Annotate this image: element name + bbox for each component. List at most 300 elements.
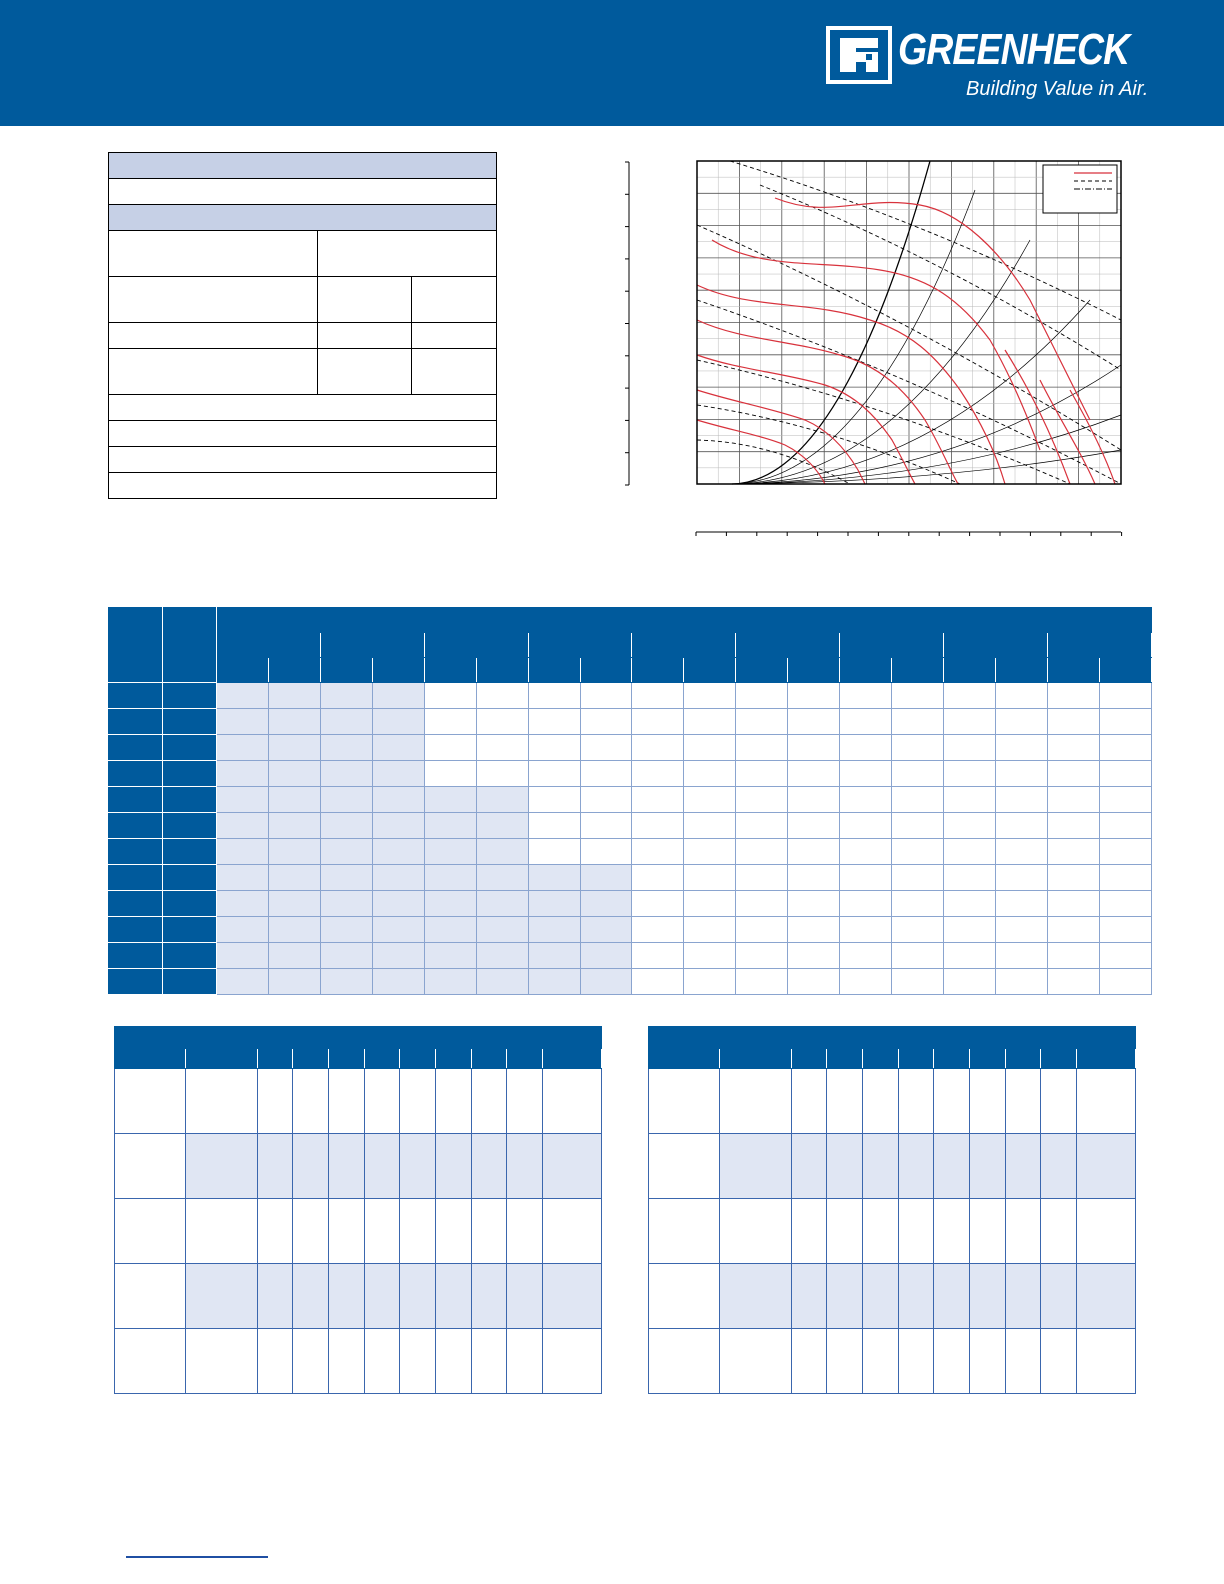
grid-cell [372,865,424,891]
grid-cell [632,709,684,735]
grid-cell [840,891,892,917]
grid-cell [1047,709,1099,735]
lower-table-cell [720,1069,792,1134]
grid-cell [217,917,269,943]
grid-cell [1099,943,1151,969]
grid-cell [1099,969,1151,995]
grid-cell [424,917,476,943]
grid-column-header [632,658,684,683]
fan-curve [1070,390,1115,484]
grid-cell [320,761,372,787]
grid-cell [788,891,840,917]
spec-cell [318,231,497,277]
grid-cell [476,683,528,709]
lower-table-cell [827,1199,863,1264]
row-header-cell [163,969,217,995]
grid-cell [840,813,892,839]
system-curve [732,415,1121,484]
lower-table-cell [720,1264,792,1329]
grid-cell [476,891,528,917]
grid-cell [580,761,632,787]
grid-cell [372,891,424,917]
lower-table-cell [1041,1134,1077,1199]
grid-cell [995,735,1047,761]
lower-table-cell [365,1264,400,1329]
grid-cell [1099,761,1151,787]
grid-cell [943,683,995,709]
row-header-cell [109,761,163,787]
lower-table-row-label [115,1199,186,1264]
grid-cell [995,943,1047,969]
lower-table-cell [400,1329,436,1394]
lower-table-cell [436,1199,472,1264]
spec-cell [412,349,497,395]
grid-cell [528,761,580,787]
grid-cell [268,865,320,891]
lower-table-cell [934,1199,970,1264]
lower-table-column-header [186,1049,258,1069]
grid-cell [580,839,632,865]
table-row [649,1199,1136,1264]
lower-table-column-header [293,1049,329,1069]
lower-table-cell [899,1264,934,1329]
table-row [649,1264,1136,1329]
lower-table-caption [115,1027,602,1049]
grid-cell [424,839,476,865]
grid-cell [320,891,372,917]
grid-cell [424,943,476,969]
logo-tagline: Building Value in Air. [966,78,1149,100]
lower-table-column-header [1077,1049,1136,1069]
lower-table-cell [507,1264,543,1329]
grid-cell [892,813,944,839]
grid-cell [788,683,840,709]
grid-cell [1099,917,1151,943]
grid-corner-header [109,608,163,683]
grid-cell [217,787,269,813]
grid-cell [372,709,424,735]
performance-grid-table [108,607,1152,995]
grid-cell [840,943,892,969]
grid-cell [892,865,944,891]
grid-cell [424,683,476,709]
grid-cell [320,839,372,865]
lower-table-cell [827,1329,863,1394]
lower-table-cell [293,1069,329,1134]
greenheck-logo-icon [826,26,892,84]
lower-table-column-header [507,1049,543,1069]
grid-cell [580,917,632,943]
grid-cell [217,761,269,787]
row-header-cell [109,787,163,813]
grid-cell [995,891,1047,917]
grid-cell [632,865,684,891]
grid-column-header [788,658,840,683]
lower-table-cell [400,1264,436,1329]
lower-table-cell [1006,1264,1041,1329]
grid-cell [1099,683,1151,709]
grid-cell [476,865,528,891]
grid-cell [632,943,684,969]
grid-cell [892,761,944,787]
lower-table-cell [186,1134,258,1199]
lower-table-cell [507,1329,543,1394]
grid-cell [320,813,372,839]
lower-table-cell [1006,1069,1041,1134]
grid-cell [632,969,684,995]
grid-subgroup-header [736,633,840,658]
grid-cell [372,813,424,839]
grid-cell [268,969,320,995]
row-header-cell [163,813,217,839]
table-row [109,839,1152,865]
grid-cell [1099,839,1151,865]
table-row [109,735,1152,761]
lower-table-cell [543,1134,602,1199]
lower-table-column-header [863,1049,899,1069]
lower-right-table [648,1026,1136,1394]
grid-cell [372,683,424,709]
row-header-cell [109,813,163,839]
grid-subgroup-header [528,633,632,658]
grid-cell [684,813,736,839]
lower-table-cell [863,1134,899,1199]
lower-table-cell [293,1264,329,1329]
grid-cell [476,813,528,839]
lower-table-cell [507,1199,543,1264]
grid-cell [424,761,476,787]
grid-cell [632,683,684,709]
grid-cell [632,787,684,813]
grid-cell [1047,683,1099,709]
grid-cell [892,969,944,995]
lower-table-column-header [827,1049,863,1069]
grid-cell [528,683,580,709]
grid-cell [632,813,684,839]
lower-table-cell [970,1199,1006,1264]
grid-subgroup-header [943,633,1047,658]
grid-cell [580,865,632,891]
grid-cell [788,839,840,865]
grid-cell [684,787,736,813]
grid-cell [580,969,632,995]
grid-cell [684,839,736,865]
grid-cell [268,943,320,969]
grid-cell [736,943,788,969]
grid-cell [943,735,995,761]
grid-cell [1099,813,1151,839]
grid-cell [684,865,736,891]
lower-left-table [114,1026,602,1394]
grid-cell [372,969,424,995]
lower-table-column-header [934,1049,970,1069]
grid-cell [788,813,840,839]
lower-table-cell [436,1264,472,1329]
lower-table-column-header [970,1049,1006,1069]
lower-table-column-header [400,1049,436,1069]
grid-cell [320,943,372,969]
lower-table-cell [400,1069,436,1134]
grid-column-header [995,658,1047,683]
lower-table-cell [543,1329,602,1394]
lower-table-row-label [115,1069,186,1134]
grid-cell [320,969,372,995]
spec-cell [412,277,497,323]
lower-table-cell [827,1264,863,1329]
grid-cell [268,839,320,865]
grid-cell [580,787,632,813]
spec-header-band [109,153,497,179]
lower-table-cell [507,1069,543,1134]
row-header-cell [109,891,163,917]
spec-row [109,447,497,473]
grid-cell [217,735,269,761]
grid-cell [580,735,632,761]
lower-table-cell [543,1264,602,1329]
footer-link-underline[interactable] [126,1556,268,1558]
grid-cell [528,735,580,761]
lower-table-column-header [365,1049,400,1069]
grid-cell [528,813,580,839]
row-header-cell [109,709,163,735]
lower-table-cell [258,1134,293,1199]
grid-cell [1047,943,1099,969]
grid-cell [268,787,320,813]
lower-table-cell [400,1199,436,1264]
table-row [109,943,1152,969]
grid-cell [1047,969,1099,995]
spec-row [109,473,497,499]
grid-cell [528,839,580,865]
row-header-cell [163,787,217,813]
lower-table-row-label [115,1329,186,1394]
grid-cell [632,761,684,787]
table-row [115,1264,602,1329]
lower-table-cell [365,1069,400,1134]
lower-table-cell [899,1134,934,1199]
lower-table-cell [899,1199,934,1264]
grid-cell [476,943,528,969]
grid-column-header [943,658,995,683]
lower-table-cell [293,1134,329,1199]
grid-cell [217,683,269,709]
lower-table-cell [934,1329,970,1394]
lower-table-cell [472,1069,507,1134]
grid-subgroup-header [1047,633,1151,658]
lower-table-cell [863,1069,899,1134]
grid-cell [840,787,892,813]
grid-cell [995,813,1047,839]
grid-cell [1047,787,1099,813]
grid-cell [736,891,788,917]
grid-cell [892,839,944,865]
lower-table-column-header [792,1049,827,1069]
grid-column-header [372,658,424,683]
grid-cell [1099,891,1151,917]
lower-table-cell [365,1134,400,1199]
lower-table-cell [1006,1329,1041,1394]
lower-table-cell [827,1069,863,1134]
lower-table-column-header [329,1049,365,1069]
lower-table-row-label [649,1264,720,1329]
spec-row [109,179,497,205]
grid-cell [995,917,1047,943]
grid-cell [1047,735,1099,761]
grid-cell [995,865,1047,891]
lower-table-cell [436,1134,472,1199]
row-header-cell [109,969,163,995]
lower-table-cell [472,1264,507,1329]
grid-column-header [476,658,528,683]
grid-cell [528,943,580,969]
grid-cell [840,761,892,787]
grid-cell [684,709,736,735]
grid-cell [424,735,476,761]
grid-cell [736,839,788,865]
grid-cell [788,735,840,761]
table-row [115,1199,602,1264]
grid-cell [268,735,320,761]
grid-cell [580,891,632,917]
grid-cell [684,969,736,995]
row-header-cell [163,709,217,735]
grid-cell [580,813,632,839]
lower-table-cell [1041,1329,1077,1394]
fan-curve [697,285,1005,484]
grid-cell [424,709,476,735]
grid-cell [943,787,995,813]
grid-cell [424,891,476,917]
grid-column-header [736,658,788,683]
system-curve [732,240,1030,484]
grid-cell [892,787,944,813]
grid-cell [372,839,424,865]
table-row [109,813,1152,839]
row-header-cell [163,943,217,969]
lower-table-cell [792,1329,827,1394]
lower-table-cell [1006,1134,1041,1199]
grid-cell [684,917,736,943]
grid-cell [528,865,580,891]
grid-cell [217,865,269,891]
table-row [109,891,1152,917]
grid-cell [372,943,424,969]
grid-cell [476,735,528,761]
grid-cell [736,709,788,735]
lower-table-cell [934,1264,970,1329]
table-row [109,865,1152,891]
row-header-cell [163,761,217,787]
lower-table-cell [792,1069,827,1134]
grid-column-header [684,658,736,683]
lower-table-cell [400,1134,436,1199]
lower-table-cell [258,1264,293,1329]
lower-table-column-header [258,1049,293,1069]
spec-row [109,421,497,447]
lower-table-cell [720,1199,792,1264]
row-header-cell [163,735,217,761]
lower-table-cell [186,1329,258,1394]
lower-table-cell [329,1069,365,1134]
header-band [0,0,1224,126]
grid-cell [476,969,528,995]
grid-cell [528,787,580,813]
grid-cell [580,709,632,735]
grid-cell [892,735,944,761]
table-row [649,1069,1136,1134]
grid-cell [840,709,892,735]
grid-cell [1047,865,1099,891]
row-header-cell [109,917,163,943]
grid-cell [580,683,632,709]
greenheck-logo[interactable] [826,24,1156,104]
grid-cell [1047,813,1099,839]
grid-cell [892,709,944,735]
lower-table-cell [258,1329,293,1394]
grid-cell [736,683,788,709]
grid-cell [840,839,892,865]
lower-table-row-label [649,1329,720,1394]
lower-table-cell [863,1329,899,1394]
lower-table-cell [934,1069,970,1134]
lower-table-column-header [543,1049,602,1069]
row-header-cell [163,683,217,709]
grid-cell [736,917,788,943]
lower-table-row-label [115,1134,186,1199]
grid-cell [528,891,580,917]
grid-cell [1047,761,1099,787]
grid-cell [684,761,736,787]
fan-curve [697,390,865,484]
spec-row [109,395,497,421]
row-header-cell [163,891,217,917]
lower-table-cell [863,1264,899,1329]
row-header-cell [163,839,217,865]
grid-cell [943,865,995,891]
grid-group-header [217,608,1152,633]
lower-table-cell [1006,1199,1041,1264]
grid-cell [995,683,1047,709]
grid-cell [320,735,372,761]
lower-table-row-label [115,1264,186,1329]
lower-table-cell [329,1264,365,1329]
row-header-cell [109,839,163,865]
lower-table-column-header [1041,1049,1077,1069]
table-row [115,1329,602,1394]
spec-cell [318,277,412,323]
lower-table-cell [365,1329,400,1394]
grid-cell [320,865,372,891]
spec-section-band [109,205,497,231]
grid-cell [268,761,320,787]
grid-column-header [424,658,476,683]
grid-column-header [528,658,580,683]
dashed-curve [697,360,1070,484]
grid-cell [320,683,372,709]
grid-cell [528,917,580,943]
lower-table-cell [329,1199,365,1264]
table-row [649,1329,1136,1394]
lower-table-column-header [720,1049,792,1069]
grid-subgroup-header [217,633,321,658]
lower-table-column-header [115,1049,186,1069]
lower-table-cell [293,1329,329,1394]
grid-cell [788,917,840,943]
table-row [109,969,1152,995]
grid-cell [476,839,528,865]
grid-cell [424,969,476,995]
grid-cell [995,969,1047,995]
